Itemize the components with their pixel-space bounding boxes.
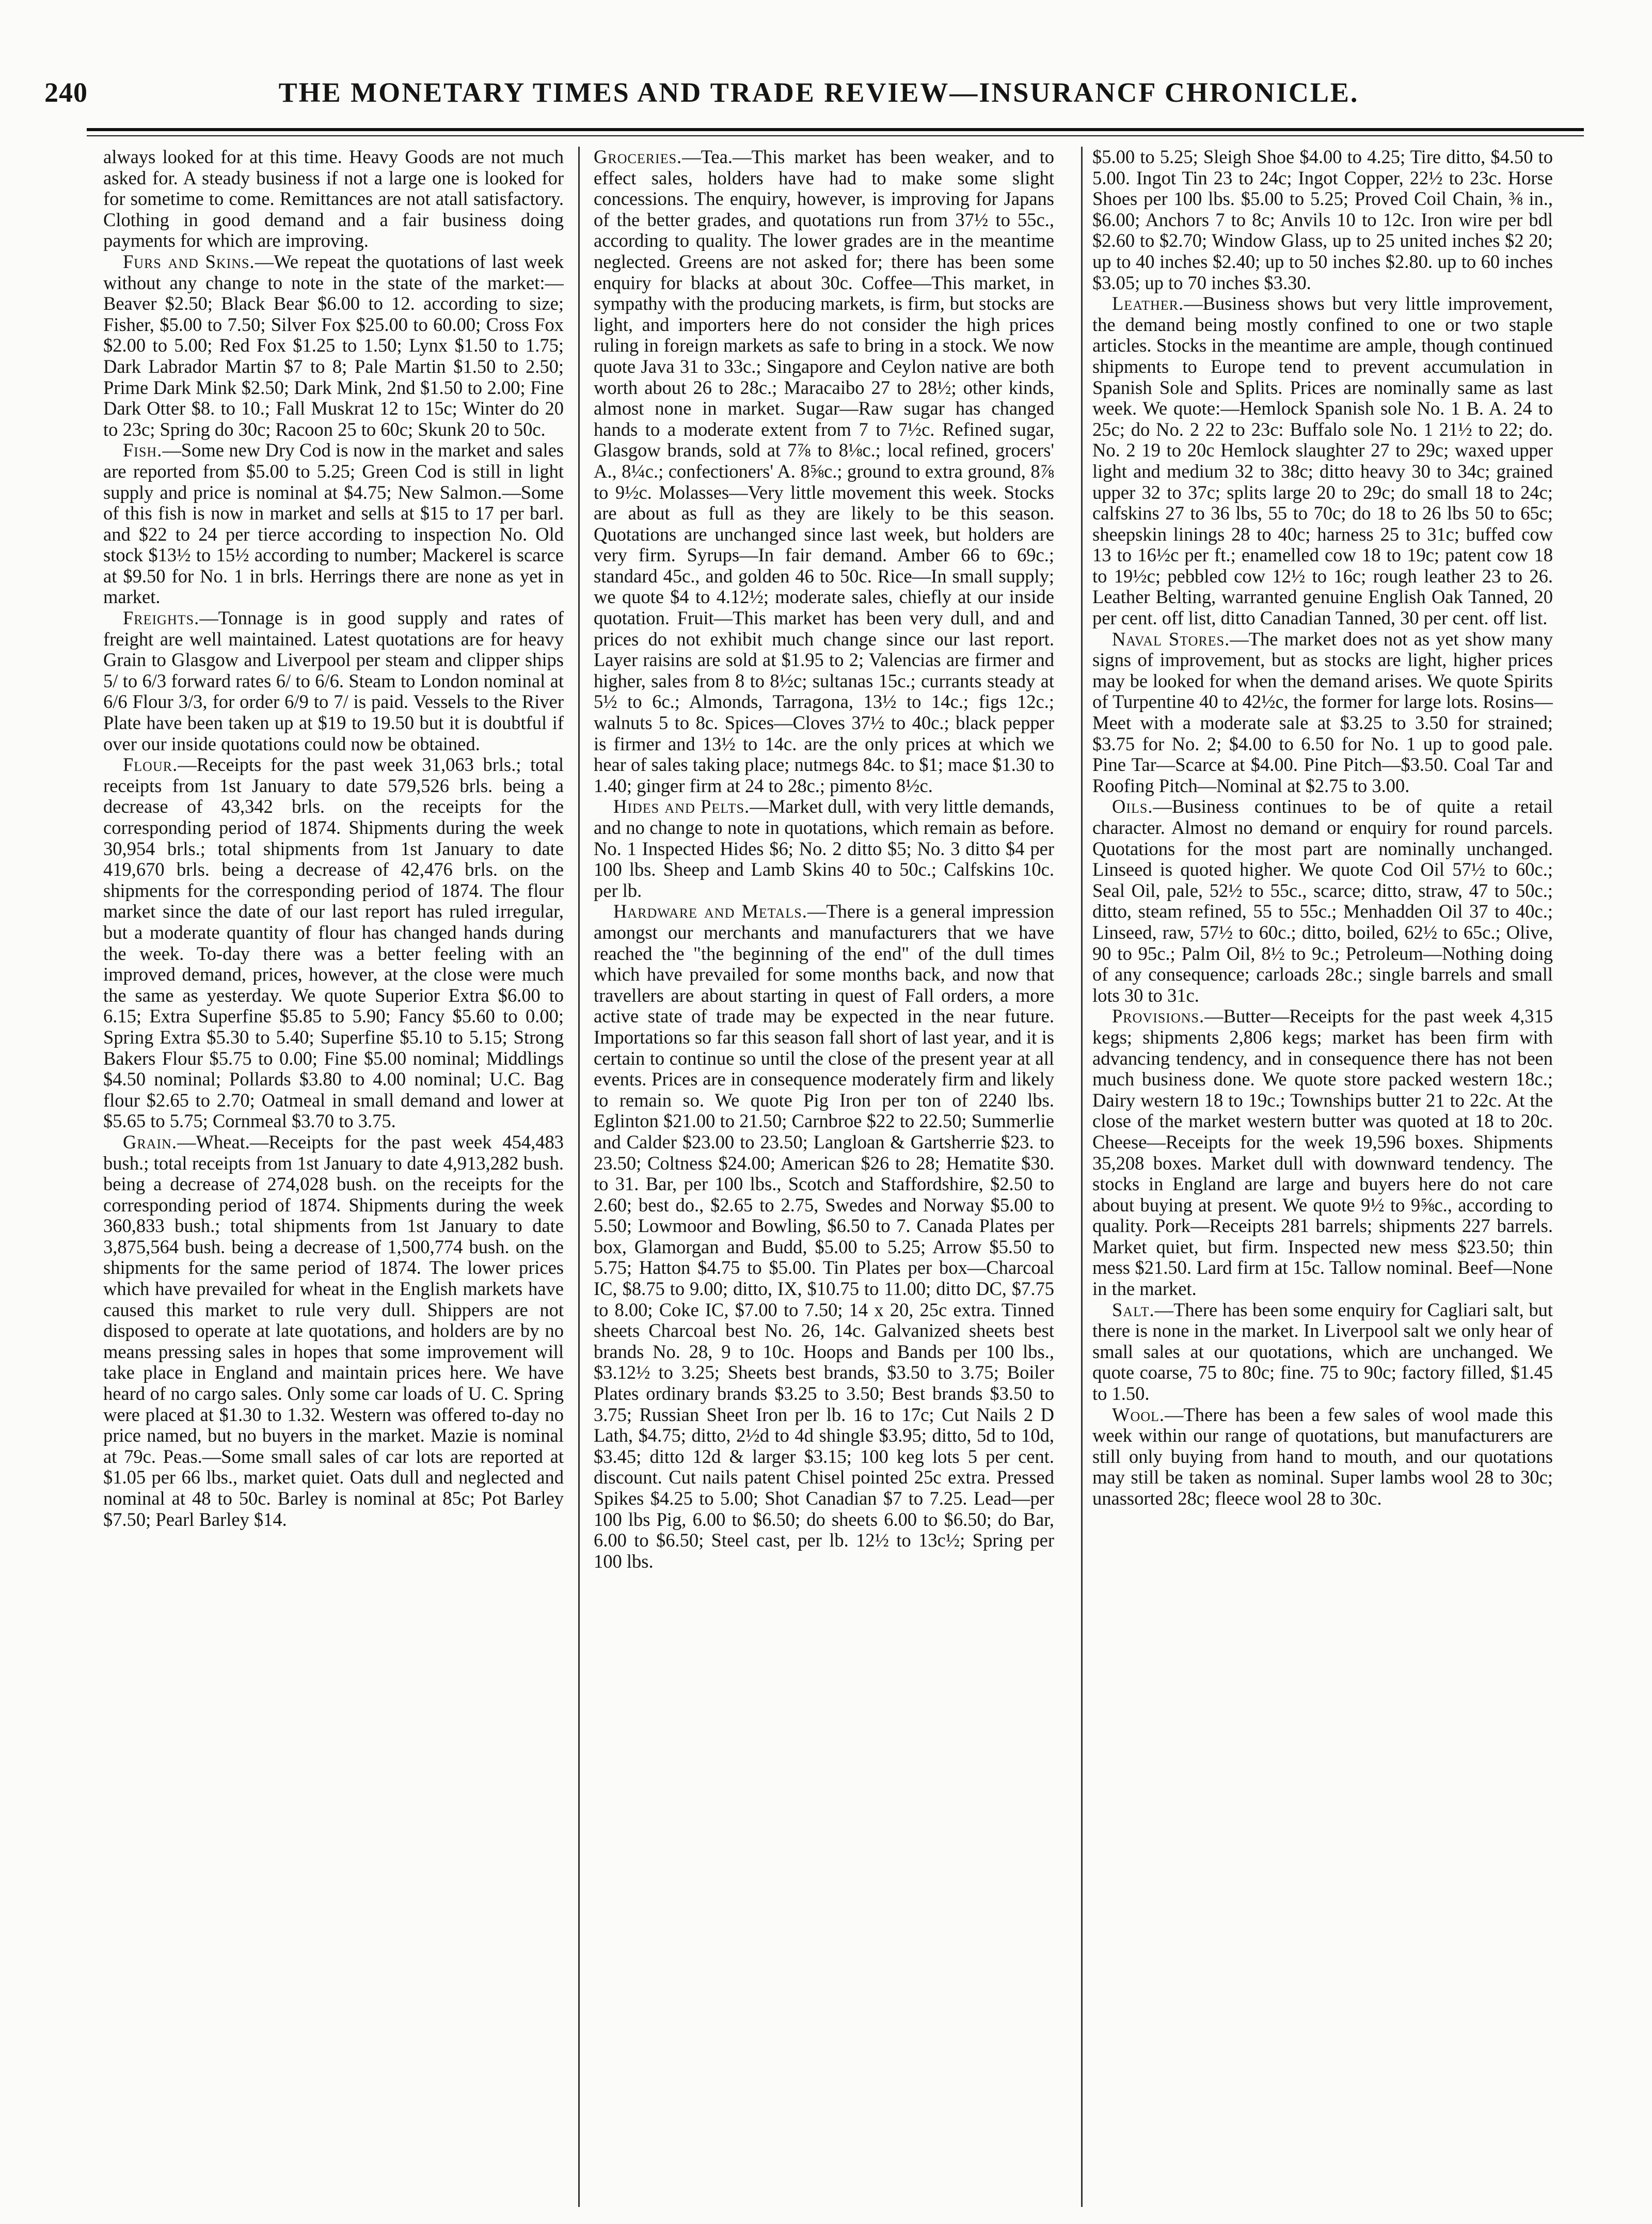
paragraph-text: —We repeat the quotations of last week without any change to note in the state of the market:—Beaver $2.50; Black Bear $6.00 to 12. according to size; Fisher, $5.00 to 7.50; Silver Fox $25.00 to 60.00; Cross Fox $2.00 to 5.00; Red Fox $1.25 to 1.50; Lynx $1.50 to 1.75; Dark Labrador Martin $7 to 8; Pale Martin $1.50 to 2.50; Prime Dark Mink $2.50; Dark Mink, 2nd $1.50 to 2.00; Fine Dark Otter $8. to 10.; Fall Muskrat 12 to 15c; Winter do 20 to 23c; Spring do 30c; Racoon 25 to 60c; Skunk 20 to 50c. [103,250,564,440]
page-number: 240 [44,77,88,108]
section-heading: Furs and Skins. [123,250,255,272]
section-heading: Freights. [123,607,200,629]
paragraph-text: —Wheat.—Receipts for the past week 454,483 bush.; total receipts from 1st January to date 4,913,282 bush. being a decrease of 274,028 bush. on the receipts for the corresponding period of 1874. Shipments during the week 360,833 bush.; total shipments from 1st January to date 3,875,564 bush. being a decrease of 1,500,774 bush. on the shipments for the same period of 1874. The lower prices which have prevailed for wheat in the English markets have caused this market to rule very dull. Shippers are not disposed to operate at late quotations, and holders are by no means pressing sales in hopes that some improvement will take place in England and maintain prices here. We have heard of no cargo sales. Only some car loads of U. C. Spring were placed at $1.30 to 1.32. Western was offered to-day no price named, but no buyers in the market. Mazie is nominal at 79c. Peas.—Some small sales of car lots are reported at $1.05 per 66 lbs., market quiet. Oats dull and neglected and nominal at 48 to 50c. Barley is nominal at 85c; Pot Barley $7.50; Pearl Barley $14. [103,1131,564,1530]
paragraph-text: —There has been some enquiry for Cagliari salt, but there is none in the market. In Liverpool salt we only hear of small sales at our quotations, which are unchanged. We quote coarse, 75 to 80c; fine. 75 to 90c; factory filled, $1.45 to 1.50. [1092,1299,1553,1405]
running-title: THE MONETARY TIMES AND TRADE REVIEW—INSURANCF CHRONICLE. [278,77,1359,108]
section-heading: Grain. [123,1131,178,1153]
market-paragraph [103,1132,564,1530]
page-header [44,76,1593,118]
section-heading: Groceries. [594,147,682,167]
column-1 [103,147,564,2207]
section-heading: Wool. [1112,1403,1165,1425]
section-heading: Provisions. [1112,1005,1205,1027]
market-paragraph [1092,629,1553,797]
section-heading: Hardware and Metals. [613,901,807,922]
section-heading: Leather. [1112,293,1184,314]
market-paragraph [1092,293,1553,629]
market-paragraph [594,147,1054,796]
market-paragraph [594,796,1054,901]
market-paragraph [103,754,564,1132]
paragraph-text: —Market dull, with very little demands, and no change to note in quotations, which remain as before. No. 1 Inspected Hides $6; No. 2 ditto $5; No. 3 ditto $4 per 100 lbs. Sheep and Lamb Skins 40 to 50c.; Calfskins 10c. per lb. [594,796,1054,901]
paragraph-text: —Some new Dry Cod is now in the market and sales are reported from $5.00 to 5.25; Green Cod is still in light supply and price is nominal at $4.75; New Salmon.—Some of this fish is now in market and sells at $15 to 17 per barl. and $22 to 24 per tierce according to inspection No. Old stock $13½ to 15½ according to number; Mackerel is scarce at $9.50 for No. 1 in brls. Herrings there are none as yet in market. [103,439,564,608]
market-paragraph [594,901,1054,1572]
market-paragraph [103,251,564,440]
paragraph-text: —The market does not as yet show many signs of improvement, but as stocks are light, higher prices may be looked for when the demand arises. We quote Spirits of Turpentine 40 to 42½c, the former for large lots. Rosins—Meet with a moderate sale at $3.25 to 3.50 for strained; $3.75 for No. 2; $4.00 to 6.50 for No. 1 up to good pale. Pine Tar—Scarce at $4.00. Pine Pitch—$3.50. Coal Tar and Roofing Pitch—Nominal at $2.75 to 3.00. [1092,628,1553,796]
market-paragraph [1092,796,1553,1006]
market-paragraph [103,147,564,251]
section-heading: Oils. [1112,796,1153,817]
section-heading: Salt. [1112,1299,1155,1320]
paragraph-text: —Butter—Receipts for the past week 4,315 kegs; shipments 2,806 kegs; market has been firm with advancing tendency, and in consequence there has not been much business done. We quote store packed western 18c.; Dairy western 18 to 19c.; Townships butter 21 to 22c. At the close of the market western butter was quoted at 18 to 20c. Cheese—Receipts for the week 19,596 boxes. Shipments 35,208 boxes. Market dull with downward tendency. The stocks in England are large and buyers here do not care about buying at present. We quote 9½ to 9⅝c., according to quality. Pork—Receipts 281 barrels; shipments 227 barrels. Market quiet, but firm. Inspected new mess $23.50; thin mess $21.50. Lard firm at 15c. Tallow nominal. Beef—None in the market. [1092,1005,1553,1300]
market-paragraph [103,440,564,608]
market-paragraph [1092,1405,1553,1509]
paragraph-text: —Tonnage is in good supply and rates of freight are well maintained. Latest quotations are for heavy Grain to Glasgow and Liverpool per steam and clipper ships 5/ to 6/3 forward rates 6/ to 6/6. Steam to London nominal at 6/6 Flour 3/3, for order 6/9 to 7/ is paid. Vessels to the River Plate have been taken up at $19 to 19.50 but it is doubtful if over our inside quotations could now be obtained. [103,607,564,754]
section-heading: Flour. [123,754,178,776]
column-divider [578,147,580,2207]
paragraph-text: —Tea.—This market has been weaker, and to effect sales, holders have had to make some slight concessions. The enquiry, however, is improving for Japans of the better grades, and quotations run from 37½ to 55c., according to quality. The lower grades are in the meantime neglected. Greens are not asked for; there has been some enquiry for blacks at about 30c. Coffee—This market, in sympathy with the producing markets, is firm, but stocks are light, and importers here do not consider the high prices ruling in foreign markets as safe to bring in a stock. We now quote Java 31 to 33c.; Singapore and Ceylon native are both worth about 26 to 28c.; Maracaibo 27 to 28½; other kinds, almost none in market. Sugar—Raw sugar has changed hands to a moderate extent from 7 to 7½c. Refined sugar, Glasgow brands, sold at 7⅞ to 8⅛c.; local refined, grocers' A., 8¼c.; confectioners' A. 8⅝c.; ground to extra ground, 8⅞ to 9½c. Molasses—Very little movement this week. Stocks are about as full as they are likely to be this season. Quotations are unchanged since last week, but holders are very firm. Syrups—In fair demand. Amber 66 to 69c.; standard 45c., and golden 46 to 50c. Rice—In small supply; we quote $4 to 4.12½; moderate sales, chiefly at our inside quotation. Fruit—This market has been very dull, and and prices do not exhibit much change since our last report. Layer raisins are sold at $1.95 to 2; Valencias are firmer and higher, sales from 8 to 8½c; sultanas 15c.; currants steady at 5½ to 6c.; Almonds, Tarragona, 13½ to 14c.; figs 12c.; walnuts 5 to 8c. Spices—Cloves 37½ to 40c.; black pepper is firmer and 13½ to 14c. are the only prices at which we hear of sales taking place; nutmegs 84c. to $1; mace $1.30 to 1.40; ginger firm at 24 to 28c.; pimento 8½c. [594,147,1054,796]
column-3 [1092,147,1553,2207]
market-paragraph [1092,1006,1553,1299]
paragraph-text: —Business shows but very little improvement, the demand being mostly confined to one or two staple articles. Stocks in the meantime are ample, though continued shipments to Europe tend to prevent accumulation in Spanish Sole and Splits. Prices are nominally same as last week. We quote:—Hemlock Spanish sole No. 1 B. A. 24 to 25c; do No. 2 22 to 23c: Buffalo sole No. 1 21½ to 22; do. No. 2 19 to 20c Hemlock slaughter 27 to 29c; waxed upper light and medium 32 to 38c; ditto heavy 30 to 34c; grained upper 32 to 37c; splits large 20 to 29c; do small 18 to 24c; calfskins 27 to 36 lbs, 55 to 70c; do 18 to 26 lbs 50 to 65c; sheepskin linings 28 to 40c; harness 25 to 31c; buffed cow 13 to 16½c per ft.; enamelled cow 18 to 19c; patent cow 18 to 19½c; pebbled cow 12½ to 16c; rough leather 23 to 26. Leather Belting, warranted genuine English Oak Tanned, 20 per cent. off list, ditto Canadian Tanned, 30 per cent. off list. [1092,293,1553,629]
paragraph-text: $5.00 to 5.25; Sleigh Shoe $4.00 to 4.25; Tire ditto, $4.50 to 5.00. Ingot Tin 23 to 24c; Ingot Copper, 22½ to 23c. Horse Shoes per 100 lbs. $5.00 to 5.25; Proved Coil Chain, ⅜ in., $6.00; Anchors 7 to 8c; Anvils 10 to 12c. Iron wire per bdl $2.60 to $2.70; Window Glass, up to 25 united inches $2 20; up to 40 inches $2.40; up to 50 inches $2.80. up to 60 inches $3.05; up to 70 inches $3.30. [1092,147,1553,293]
paragraph-text: —There has been a few sales of wool made this week within our range of quotations, but manufacturers are still only buying from hand to mouth, and our quotations may still be taken as nominal. Super lambs wool 28 to 30c; unassorted 28c; fleece wool 28 to 30c. [1092,1403,1553,1509]
header-rule [87,128,1584,131]
column-divider [1081,147,1083,2207]
market-paragraph [1092,1300,1553,1405]
paragraph-text: —There is a general impression amongst our merchants and manufacturers that we have reached the "the beginning of the end" of the dull times which have prevailed for some months back, and now that travellers are about starting in quest of Fall orders, a more active state of trade may be expected in the near future. Importations so far this season fall short of last year, and it is certain to continue so until the close of the present year at all events. Prices are in consequence moderately firm and likely to remain so. We quote Pig Iron per ton of 2240 lbs. Eglinton $21.00 to 21.50; Carnbroe $22 to 22.50; Summerlie and Calder $23.00 to 23.50; Langloan & Gartsherrie $23. to 23.50; Coltness $24.00; American $26 to 28; Hematite $30. to 31. Bar, per 100 lbs., Scotch and Staffordshire, $2.50 to 2.60; best do., $2.65 to 2.75, Swedes and Norway $5.00 to 5.50; Lowmoor and Bowling, $6.50 to 7. Canada Plates per box, Glamorgan and Budd, $5.00 to 5.25; Arrow $5.50 to 5.75; Hatton $4.75 to $5.00. Tin Plates per box—Charcoal IC, $8.75 to 9.00; ditto, IX, $10.75 to 11.00; ditto DC, $7.75 to 8.00; Coke IC, $7.00 to 7.50; 14 x 20, 25c extra. Tinned sheets Charcoal best No. 26, 14c. Galvanized sheets best brands No. 28, 9 to 10c. Hoops and Bands per 100 lbs., $3.12½ to 3.25; Sheets best brands, $3.50 to 3.75; Boiler Plates ordinary brands $3.25 to 3.50; Best brands $3.50 to 3.75; Russian Sheet Iron per lb. 16 to 17c; Cut Nails 2 D Lath, $4.75; ditto, 2½d to 4d shingle $3.95; ditto, 5d to 10d, $3.45; ditto 12d & larger $3.15; 100 keg lots 5 per cent. discount. Cut nails patent Chisel pointed 25c extra. Pressed Spikes $4.25 to 5.00; Shot Canadian $7 to 7.25. Lead—per 100 lbs Pig, 6.00 to $6.50; do sheets 6.00 to $6.50; do Bar, 6.00 to $6.50; Steel cast, per lb. 12½ to 13c½; Spring per 100 lbs. [594,901,1054,1572]
header-rule-thin [87,135,1584,136]
market-paragraph [1092,147,1553,293]
paragraph-text: always looked for at this time. Heavy Goods are not much asked for. A steady business if not a large one is looked for for sometime to come. Remittances are not atall satisfactory. Clothing in good demand and a fair business doing payments for which are improving. [103,147,564,251]
section-heading: Naval Stores. [1112,628,1230,650]
paragraph-text: —Business continues to be of quite a retail character. Almost no demand or enquiry for round parcels. Quotations for the most part are nominally unchanged. Linseed is quoted higher. We quote Cod Oil 57½ to 60c.; Seal Oil, pale, 52½ to 55c., scarce; ditto, straw, 47 to 50c.; ditto, steam refined, 55 to 55c.; Menhadden Oil 37 to 40c.; Linseed, raw, 57½ to 60c.; ditto, boiled, 62½ to 65c.; Olive, 90 to 95c.; Palm Oil, 8½ to 9c.; Petroleum—Nothing doing of any consequence; carloads 28c.; single barrels and small lots 30 to 31c. [1092,796,1553,1006]
section-heading: Hides and Pelts. [613,796,750,817]
market-paragraph [103,608,564,754]
paragraph-text: —Receipts for the past week 31,063 brls.; total receipts from 1st January to date 579,526 brls. being a decrease of 43,342 brls. on the receipts for the corresponding period of 1874. Shipments during the week 30,954 brls.; total shipments from 1st January to date 419,670 brls. being a decrease of 42,476 brls. on the shipments for the corresponding period of 1874. The flour market since the date of our last report has ruled irregular, but a moderate quantity of flour has changed hands during the week. To-day there was a better feeling with an improved demand, prices, however, at the close were much the same as yesterday. We quote Superior Extra $6.00 to 6.15; Extra Superfine $5.85 to 5.90; Fancy $5.60 to 0.00; Spring Extra $5.30 to 5.40; Superfine $5.10 to 5.15; Strong Bakers Flour $5.75 to 0.00; Fine $5.00 nominal; Middlings $4.50 nominal; Pollards $3.80 to 4.00 nominal; U.C. Bag flour $2.65 to 2.70; Oatmeal in small demand and lower at $5.65 to 5.75; Cornmeal $3.70 to 3.75. [103,754,564,1132]
column-2 [594,147,1054,2207]
section-heading: Fish. [123,439,163,461]
